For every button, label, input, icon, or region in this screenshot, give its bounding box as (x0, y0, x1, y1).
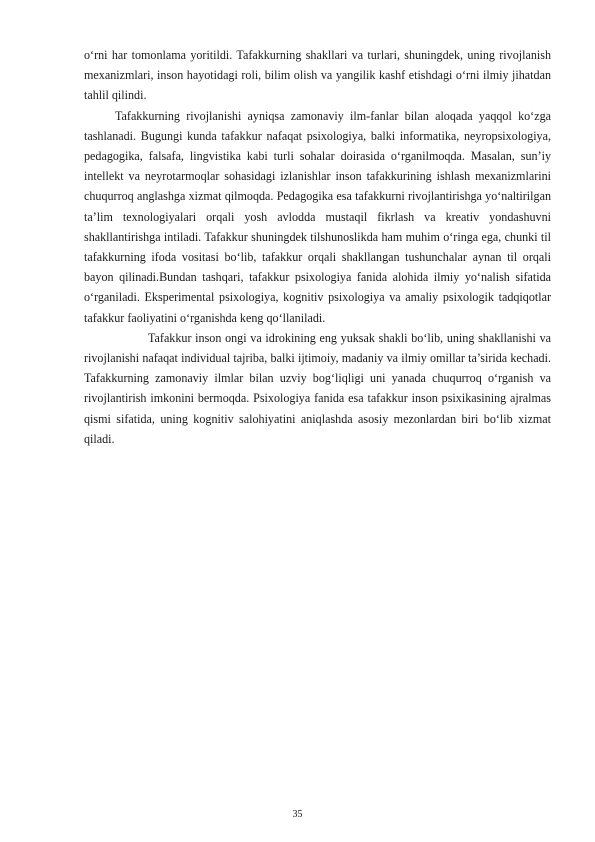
page-number: 35 (292, 809, 303, 820)
paragraph-thinking-development: Tafakkurning rivojlanishi ayniqsa zamonaviy ilm-fanlar bilan aloqada yaqqol ko‘zga tashlanadi. Bugungi kunda tafakkur nafaqat psixologiya, balki informatika, neyropsixologiya, pedagogika, falsafa, lingvistika kabi turli sohalar doirasida o‘rganilmoqda. Masalan, sun’iy intellekt va neyrotarmoqlar sohasidagi izlanishlar inson tafakkurining ishlash mexanizmlarini chuqurroq anglashga xizmat qilmoqda. Pedagogika esa tafakkurni rivojlantirishga yo‘naltirilgan ta’lim texnologiyalari orqali yosh avlodda mustaqil fikrlash va kreativ yondashuvni shakllantirishga intiladi. Tafakkur shuningdek tilshunoslikda ham muhim o‘ringa ega, chunki til tafakkurning ifoda vositasi bo‘lib, tafakkur orqali shakllangan tushunchalar aynan til orqali bayon qilinadi.Bundan tashqari, tafakkur psixologiya fanida alohida ilmiy yo‘nalish sifatida o‘rganiladi. Eksperimental psixologiya, kognitiv psixologiya va amaliy psixologik tadqiqotlar tafakkur faoliyatini o‘rganishda keng qo‘llaniladi. (84, 108, 551, 325)
body-text (84, 45, 551, 449)
paragraph-thinking-conclusion: Tafakkur inson ongi va idrokining eng yuksak shakli bo‘lib, uning shakllanishi va rivojlanishi nafaqat individual tajriba, balki ijtimoiy, madaniy va ilmiy omillar ta’sirida kechadi. Tafakkurning zamonaviy ilmlar bilan uzviy bog‘liqligi uni yanada chuqurroq o‘rganish va rivojlantirish imkonini bermoqda. Psixologiya fanida esa tafakkur inson psixikasining ajralmas qismi sifatida, uning kognitiv salohiyatini aniqlashda asosiy mezonlardan biri bo‘lib xizmat qiladi. (84, 330, 551, 446)
paragraph-continuation: o‘rni har tomonlama yoritildi. Tafakkurning shakllari va turlari, shuningdek, uning rivojlanish mexanizmlari, inson hayotidagi roli, bilim olish va yangilik kashf etishdagi o‘rni ilmiy jihatdan tahlil qilindi. (84, 48, 551, 103)
